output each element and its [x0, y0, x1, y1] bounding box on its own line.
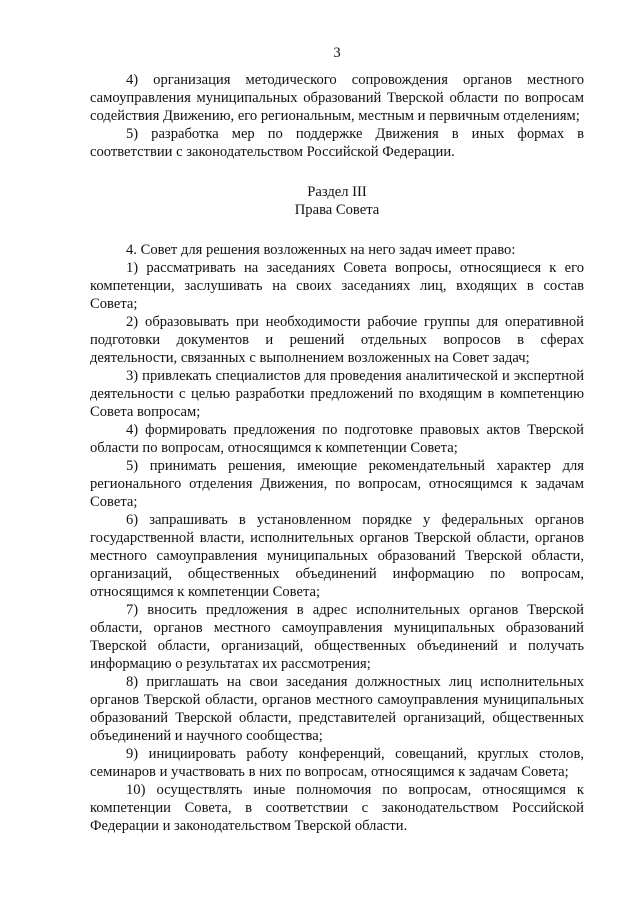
section-heading-block: [90, 183, 584, 219]
section-number: Раздел III: [307, 184, 367, 200]
right-item-5: 5) принимать решения, имеющие рекомендательный характер для регионального отделения Движения, по вопросам, относящимся к задачам Совета;: [90, 458, 584, 510]
document-page: [90, 44, 584, 835]
intro-item-5: 5) разработка мер по поддержке Движения в иных формах в соответствии с законодательством Российской Федерации.: [90, 126, 584, 160]
right-item-3: 3) привлекать специалистов для проведения аналитической и экспертной деятельности с целью разработки предложений по входящим в компетенцию Совета вопросам;: [90, 368, 584, 420]
right-item-10: 10) осуществлять иные полномочия по вопросам, относящимся к компетенции Совета, в соответствии с законодательством Российской Федерации и законодательством Тверской области.: [90, 782, 584, 834]
intro-item-4: 4) организация методического сопровождения органов местного самоуправления муниципальных образований Тверской области по вопросам содействия Движению, его региональным, местным и первичным отделениям;: [90, 72, 584, 124]
right-item-7: 7) вносить предложения в адрес исполнительных органов Тверской области, органов местного самоуправления муниципальных образований Тверской области, организаций, общественных объединений и получать информацию о результатах их рассмотрения;: [90, 602, 584, 672]
section-title: Права Совета: [294, 202, 380, 218]
right-item-8: 8) приглашать на свои заседания должностных лиц исполнительных органов Тверской области, органов местного самоуправления муниципальных образований Тверской области, представителей организаций, общественных объединений и научного сообщества;: [90, 674, 584, 744]
page-number: 3: [333, 45, 341, 61]
clause-intro: 4. Совет для решения возложенных на него задач имеет право:: [126, 242, 516, 258]
right-item-1: 1) рассматривать на заседаниях Совета вопросы, относящиеся к его компетенции, заслушивать на своих заседаниях лиц, входящих в состав Совета;: [90, 260, 584, 312]
right-item-2: 2) образовывать при необходимости рабочие группы для оперативной подготовки документов и решений отдельных вопросов в сферах деятельности, связанных с выполнением возложенных на Совет задач;: [90, 314, 584, 366]
right-item-4: 4) формировать предложения по подготовке правовых актов Тверской области по вопросам, относящимся к компетенции Совета;: [90, 422, 584, 456]
right-item-6: 6) запрашивать в установленном порядке у федеральных органов государственной власти, исполнительных органов Тверской области, органов местного самоуправления муниципальных образований Тверской области, организаций, общественных объединений информацию по вопросам, относящимся к компетенции Совета;: [90, 512, 584, 600]
right-item-9: 9) инициировать работу конференций, совещаний, круглых столов, семинаров и участвовать в них по вопросам, относящимся к задачам Совета;: [90, 746, 584, 780]
